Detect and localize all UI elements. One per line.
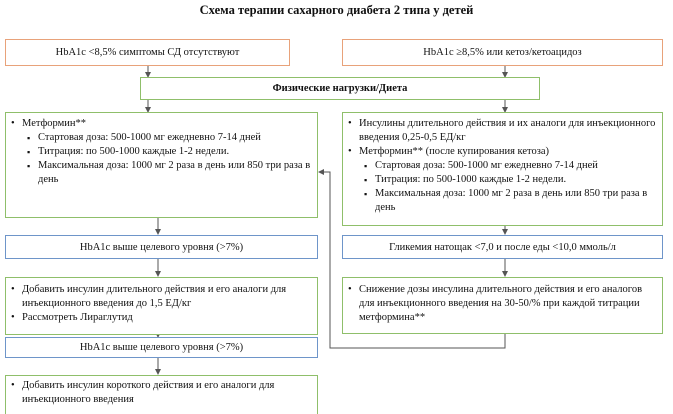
right-therapy-max-dose: ▪ Максимальная доза: 1000 мг 2 раза в день или 850 три раза в день: [345, 187, 658, 215]
left-therapy-drug: • Метформин**: [8, 117, 311, 131]
start-box-right-text: HbA1c ≥8,5% или кетоз/кетоацидоз: [423, 47, 582, 58]
right-therapy-titration: ▪ Титрация: по 500-1000 каждые 1-2 недели.: [345, 173, 658, 187]
lifestyle-box: [140, 77, 540, 100]
hba1c-check-1: [5, 235, 318, 259]
hba1c-check-2: [5, 337, 318, 358]
glycemia-check-text: Гликемия натощак <7,0 и после еды <10,0 ммоль/л: [389, 242, 616, 253]
left-therapy-start-dose: ▪ Стартовая доза: 500-1000 мг ежедневно 7-14 дней: [8, 131, 311, 145]
hba1c-check-1-text: HbA1c выше целевого уровня (>7%): [79, 242, 244, 253]
lifestyle-text: Физические нагрузки/Диета: [272, 83, 408, 94]
left-step3-box: [5, 375, 318, 414]
right-step2-reduction: • Снижение дозы инсулина длительного действия и его аналогов для инъекционного введения на 30-50/% при каждой титрации метформина**: [345, 283, 656, 325]
left-therapy-max-dose: ▪ Максимальная доза: 1000 мг 2 раза в день или 850 три раза в день: [8, 159, 311, 187]
left-therapy-titration: ▪ Титрация: по 500-1000 каждые 1-2 недели.: [8, 145, 311, 159]
start-box-right: [342, 39, 663, 66]
right-therapy-box: [342, 112, 663, 226]
page-title: Схема терапии сахарного диабета 2 типа у детей: [199, 3, 474, 17]
right-therapy-drug: • Метформин** (после купирования кетоза): [345, 145, 658, 159]
start-box-left-text: HbA1c <8,5% симптомы СД отсутствуют: [55, 47, 240, 58]
left-step2-liraglutide: • Рассмотреть Лираглутид: [8, 311, 311, 325]
left-step2-box: [5, 277, 318, 335]
right-step2-box: [342, 277, 663, 334]
left-therapy-box: [5, 112, 318, 218]
left-step3-short-insulin: • Добавить инсулин короткого действия и его аналоги для инъекционного введения: [8, 379, 311, 407]
start-box-left: [5, 39, 290, 66]
hba1c-check-2-text: HbA1c выше целевого уровня (>7%): [79, 342, 244, 353]
glycemia-check: [342, 235, 663, 259]
right-therapy-insulin: • Инсулины длительного действия и их аналоги для инъекционного введения 0,25-0,5 ЕД/кг: [345, 117, 658, 145]
right-therapy-start-dose: ▪ Стартовая доза: 500-1000 мг ежедневно 7-14 дней: [345, 159, 658, 173]
left-step2-add-insulin: • Добавить инсулин длительного действия и его аналоги для инъекционного введения до 1,5 ЕД/кг: [8, 283, 311, 311]
